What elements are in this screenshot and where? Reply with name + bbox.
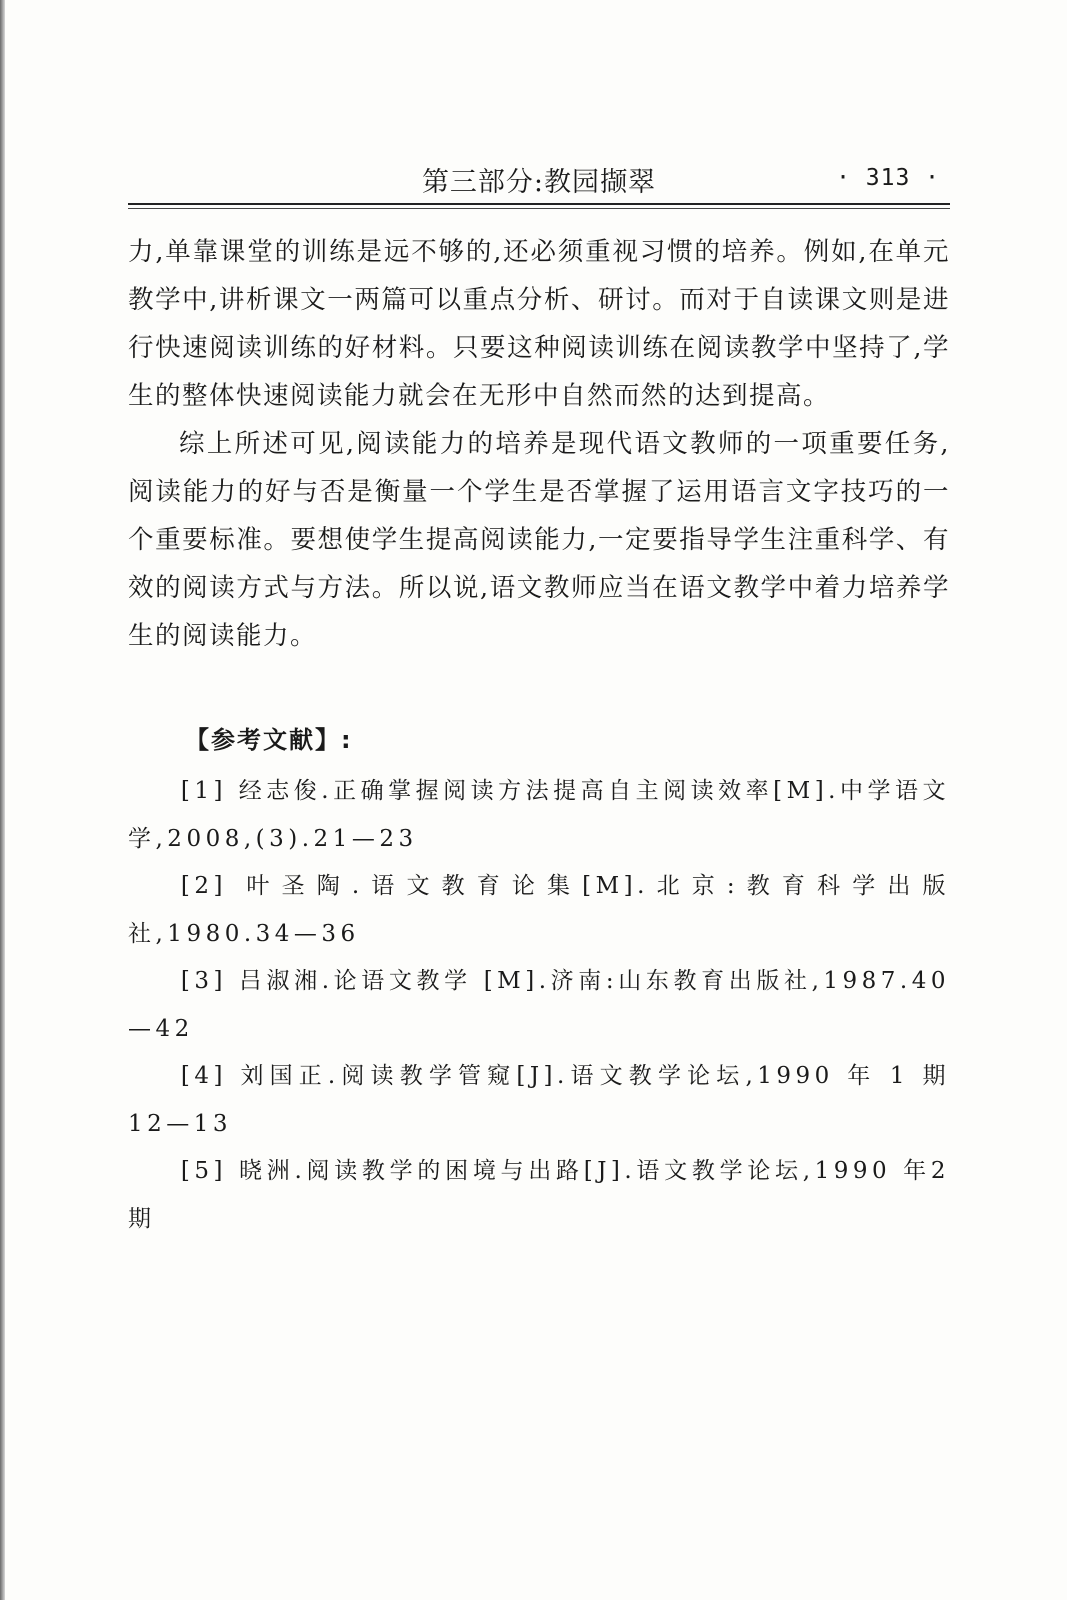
running-head	[128, 160, 950, 200]
reference-item: [2] 叶圣陶.语文教育论集[M].北京:教育科学出版社,1980.34—36	[128, 873, 950, 947]
header-rule-thin	[128, 208, 950, 209]
references-heading: 【参考文献】:	[185, 726, 353, 754]
page-left-edge-shadow	[0, 0, 5, 1600]
reference-item: [4] 刘国正.阅读教学管窥[J].语文教学论坛,1990 年 1 期12—13	[128, 1063, 950, 1137]
page-number: · 313 ·	[836, 165, 940, 191]
body-text	[128, 228, 950, 660]
header-rule	[128, 203, 950, 205]
references-list	[128, 768, 950, 1243]
body-paragraph-continued: 力,单靠课堂的训练是远不够的,还必须重视习惯的培养。例如,在单元教学中,讲析课文一两篇可以重点分析、研讨。而对于自读课文则是进行快速阅读训练的好材料。只要这种阅读训练在阅读教学中坚持了,学生的整体快速阅读能力就会在无形中自然而然的达到提高。	[128, 237, 950, 411]
reference-item: [5] 晓洲.阅读教学的困境与出路[J].语文教学论坛,1990 年2 期	[128, 1158, 950, 1232]
body-paragraph-conclusion: 综上所述可见,阅读能力的培养是现代语文教师的一项重要任务,阅读能力的好与否是衡量一个学生是否掌握了运用语言文字技巧的一个重要标准。要想使学生提高阅读能力,一定要指导学生注重科学、有效的阅读方式与方法。所以说,语文教师应当在语文教学中着力培养学生的阅读能力。	[128, 429, 950, 651]
reference-item: [3] 吕淑湘.论语文教学 [M].济南:山东教育出版社,1987.40—42	[128, 968, 950, 1042]
reference-item: [1] 经志俊.正确掌握阅读方法提高自主阅读效率[M].中学语文学,2008,(3).21—23	[128, 778, 950, 852]
header-title: 第三部分:教园撷翠	[421, 167, 657, 198]
